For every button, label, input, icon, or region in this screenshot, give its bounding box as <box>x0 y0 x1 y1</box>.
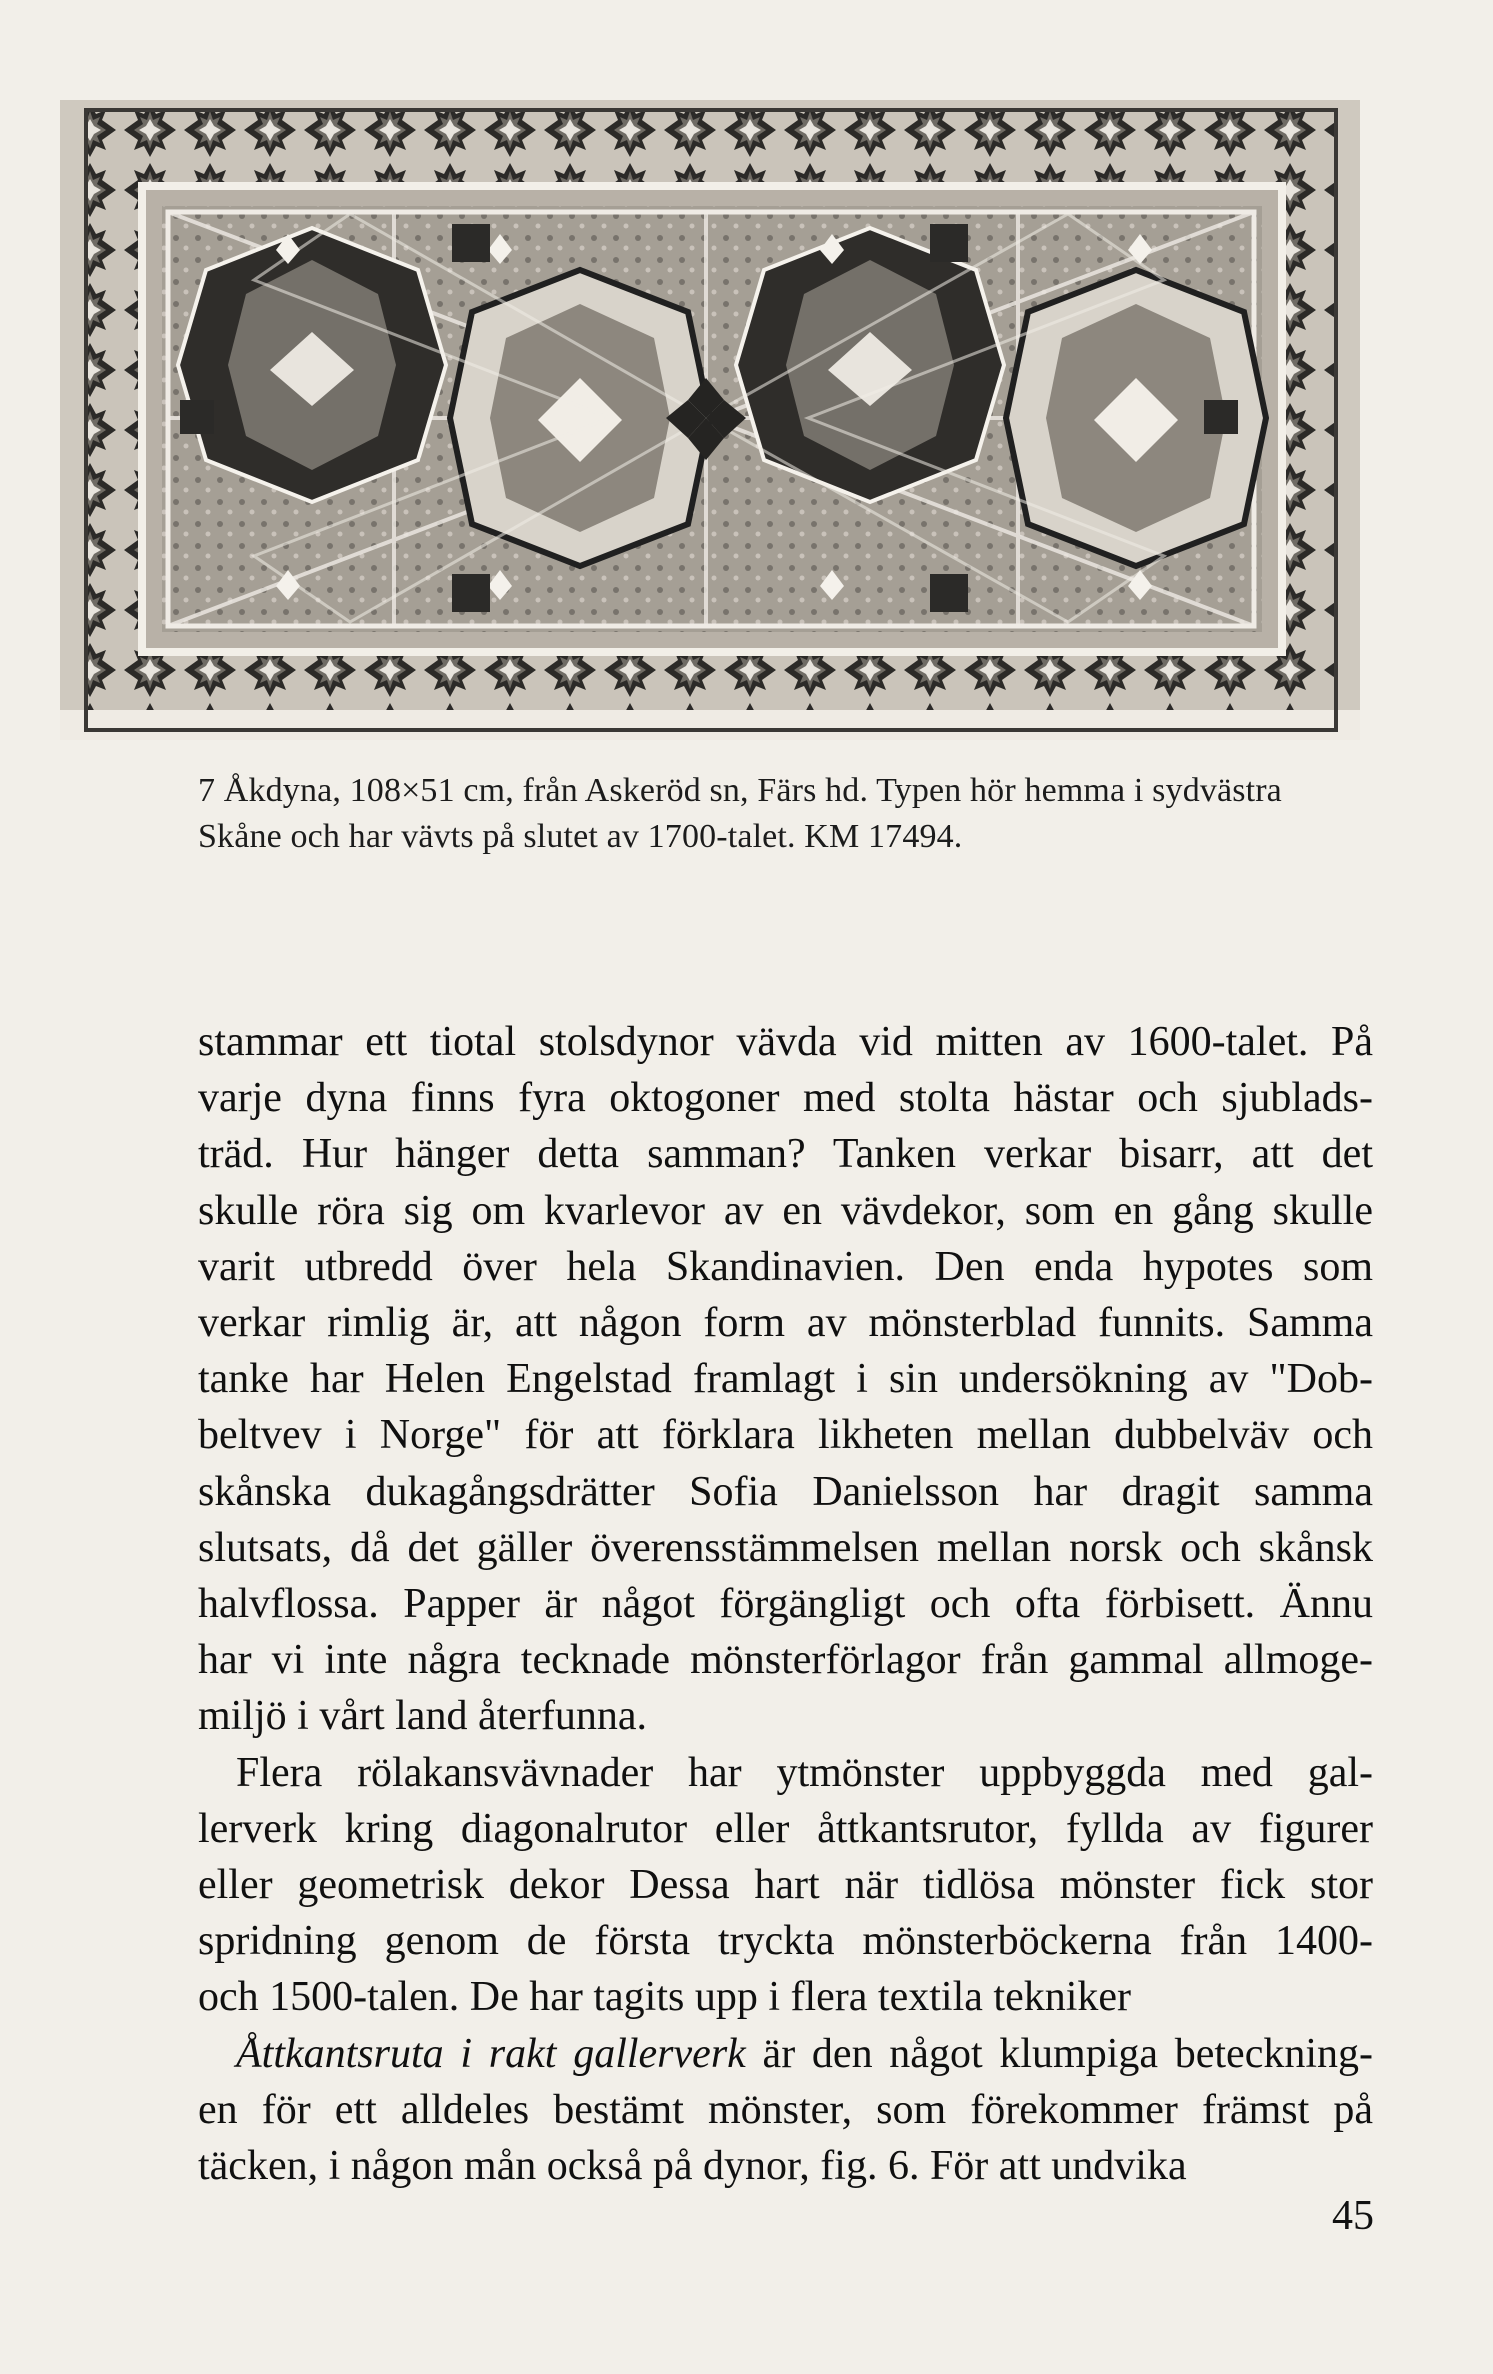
body-line-10: slutsats, då det gäller överensstämmelsen mellan norsk och skånsk <box>198 1524 1373 1571</box>
body-line-13: miljö i vårt land återfunna. <box>198 1693 648 1740</box>
caption-line-1: 7 Åkdyna, 108×51 cm, från Askeröd sn, Färs hd. Typen hör hemma i sydvästra <box>198 772 1282 809</box>
body-line-17: spridning genom de första tryckta mönsterböckerna från 1400- <box>198 1918 1373 1965</box>
body-line-11: halvflossa. Papper är något förgängligt och ofta förbisett. Ännu <box>198 1581 1373 1628</box>
body-line-16: eller geometrisk dekor Dessa hart när tidlösa mönster fick stor <box>198 1862 1373 1909</box>
body-line-9: skånska dukagångsdrätter Sofia Danielsson har dragit samma <box>198 1468 1373 1515</box>
figure-caption <box>198 768 1358 860</box>
body-line-20: en för ett alldeles bestämt mönster, som förekommer främst på <box>198 2086 1373 2133</box>
caption-line-2: Skåne och har vävts på slutet av 1700-talet. KM 17494. <box>198 818 963 855</box>
body-line-14: Flera rölakansvävnader har ytmönster uppbyggda med gal- <box>236 1749 1373 1796</box>
body-line-21: täcken, i någon mån också på dynor, fig. 6. För att undvika <box>198 2143 1187 2190</box>
body-line-4: skulle röra sig om kvarlevor av en vävdekor, som en gång skulle <box>198 1187 1373 1234</box>
body-line-15: lerverk kring diagonalrutor eller åttkantsrutor, fyllda av figurer <box>198 1805 1373 1852</box>
body-line-1: stammar ett tiotal stolsdynor vävda vid mitten av 1600-talet. På <box>198 1019 1373 1065</box>
body-line-3: träd. Hur hänger detta samman? Tanken verkar bisarr, att det <box>198 1131 1373 1178</box>
body-line-5: varit utbredd över hela Skandinavien. Den enda hypotes som <box>198 1243 1373 1290</box>
body-line-2: varje dyna finns fyra oktogoner med stolta hästar och sjublads- <box>198 1075 1373 1122</box>
body-line-7: tanke har Helen Engelstad framlagt i sin undersökning av "Dob- <box>198 1356 1373 1403</box>
body-line-19-italic-phrase: Åttkantsruta i rakt gallerverk <box>236 2030 746 2077</box>
body-line-19 <box>198 2026 1373 2082</box>
body-line-18: och 1500-talen. De har tagits upp i flera textila tekniker <box>198 1974 1132 2021</box>
body-line-19-remainder: är den något klumpiga beteckning- <box>745 2030 1373 2077</box>
textile-photograph <box>60 100 1360 740</box>
body-line-6: verkar rimlig är, att någon form av mönsterblad funnits. Samma <box>198 1300 1373 1347</box>
woven-cushion-illustration <box>60 100 1360 740</box>
body-line-8: beltvev i Norge" för att förklara likheten mellan dubbelväv och <box>198 1412 1373 1459</box>
body-line-12: har vi inte några tecknade mönsterförlagor från gammal allmoge- <box>198 1637 1373 1684</box>
body-text <box>198 1014 1373 2194</box>
page-number: 45 <box>1332 2193 1374 2239</box>
